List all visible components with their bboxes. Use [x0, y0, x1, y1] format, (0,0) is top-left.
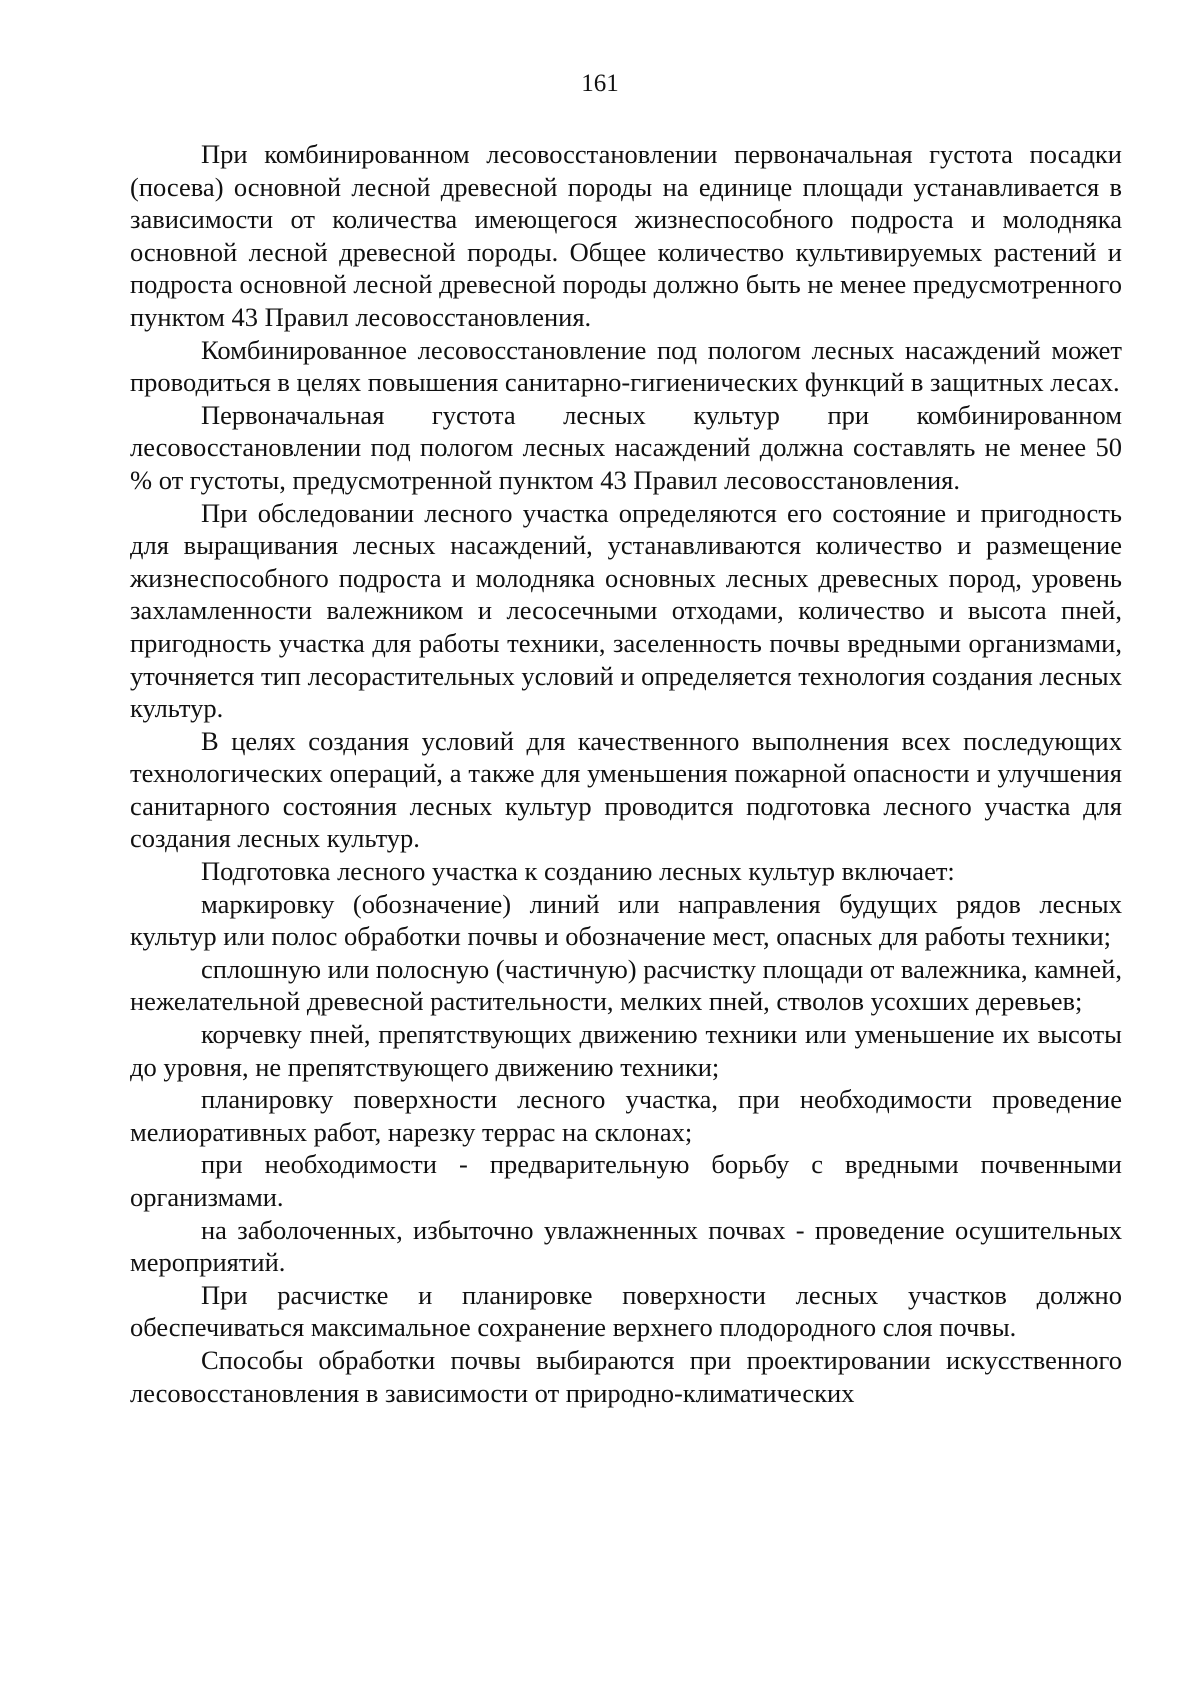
- paragraph: Первоначальная густота лесных культур при комбинированном лесовосстановлении под пологом лесных насаждений должна составлять не менее 50 % от густоты, предусмотренной пунктом 43 Правил лесовосстановления.: [130, 399, 1122, 495]
- list-item: корчевку пней, препятствующих движению техники или уменьшение их высоты до уровня, не препятствующего движению техники;: [130, 1019, 1122, 1082]
- list-item: при необходимости - предварительную борьбу с вредными почвенными организмами.: [130, 1149, 1122, 1212]
- paragraph: При комбинированном лесовосстановлении первоначальная густота посадки (посева) основной лесной древесной породы на единице площади устанавливается в зависимости от количества имеющегося жизнеспособного подроста и молодняка основной лесной древесной породы. Общее количество культивируемых растений и подроста основной лесной древесной породы должно быть не менее предусмотренного пунктом 43 Правил лесовосстановления.: [130, 139, 1122, 332]
- list-item: сплошную или полосную (частичную) расчистку площади от валежника, камней, нежелательной древесной растительности, мелких пней, стволов усохших деревьев;: [130, 953, 1122, 1017]
- document-body: [130, 138, 1122, 1409]
- list-item: маркировку (обозначение) линий или направления будущих рядов лесных культур или полос обработки почвы и обозначение мест, опасных для работы техники;: [130, 888, 1122, 952]
- paragraph: Подготовка лесного участка к созданию лесных культур включает:: [201, 856, 955, 887]
- paragraph: Способы обработки почвы выбираются при проектировании искусственного лесовосстановления в зависимости от природно-климатических: [130, 1344, 1122, 1408]
- paragraph: При расчистке и планировке поверхности лесных участков должно обеспечиваться максимальное сохранение верхнего плодородного слоя почвы.: [130, 1279, 1122, 1343]
- list-item: на заболоченных, избыточно увлажненных почвах - проведение осушительных мероприятий.: [130, 1214, 1122, 1278]
- paragraph: Комбинированное лесовосстановление под пологом лесных насаждений может проводиться в целях повышения санитарно-гигиенических функций в защитных лесах.: [130, 334, 1122, 398]
- list-item: планировку поверхности лесного участка, при необходимости проведение мелиоративных работ, нарезку террас на склонах;: [130, 1084, 1122, 1147]
- page-number: 161: [581, 70, 619, 97]
- paragraph: В целях создания условий для качественного выполнения всех последующих технологических операций, а также для уменьшения пожарной опасности и улучшения санитарного состояния лесных культур проводится подготовка лесного участка для создания лесных культур.: [130, 725, 1122, 854]
- paragraph: При обследовании лесного участка определяются его состояние и пригодность для выращивания лесных насаждений, устанавливаются количество и размещение жизнеспособного подроста и молодняка основных лесных древесных пород, уровень захламленности валежником и лесосечными отходами, количество и высота пней, пригодность участка для работы техники, заселенность почвы вредными организмами, уточняется тип лесорастительных условий и определяется технология создания лесных культур.: [130, 497, 1122, 724]
